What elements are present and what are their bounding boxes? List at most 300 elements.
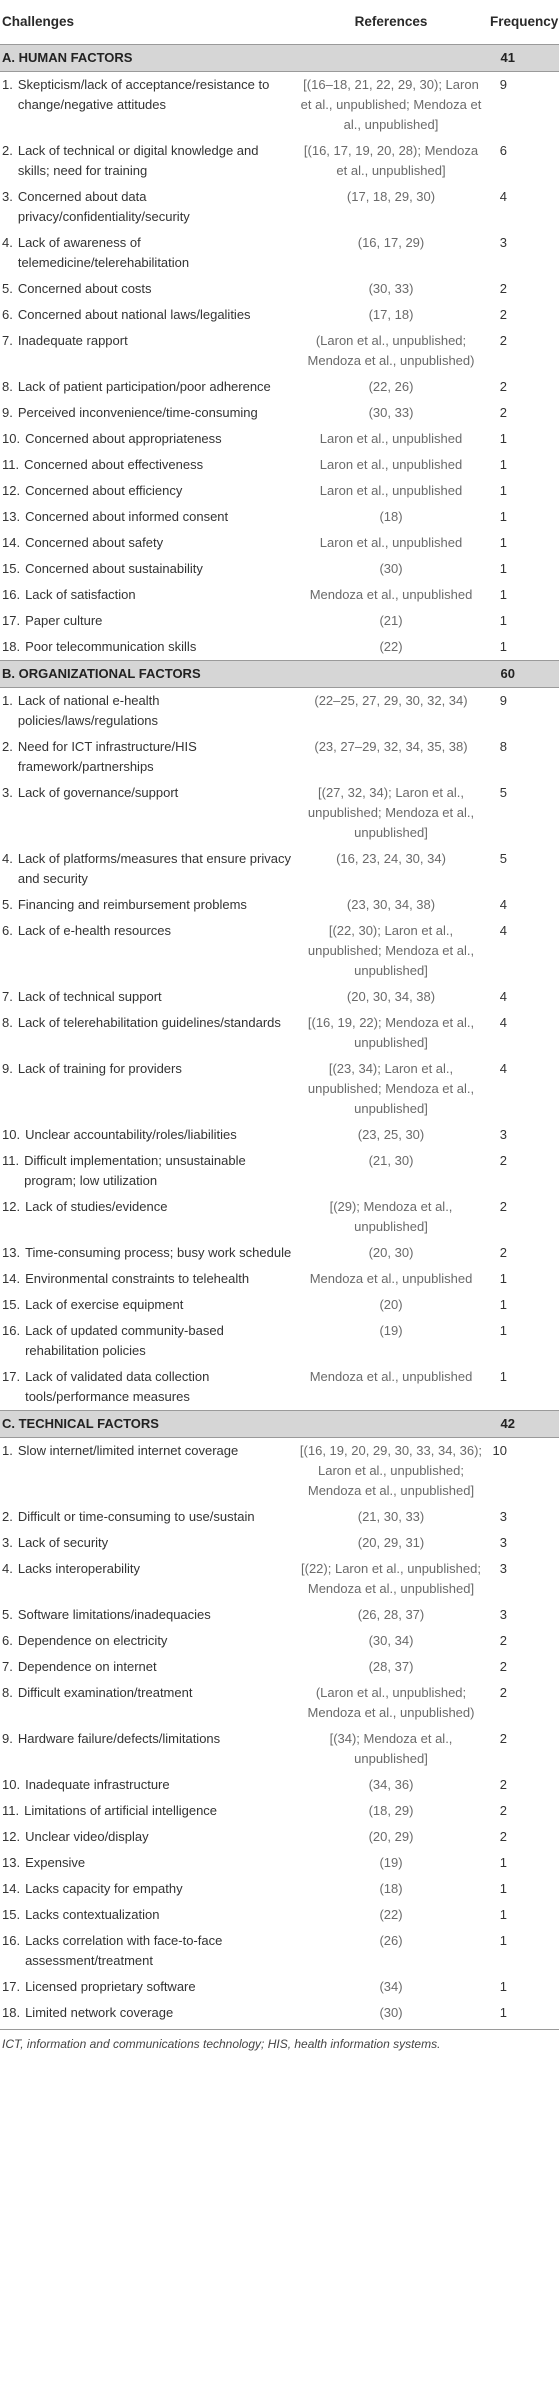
- challenge-wrap: [2, 533, 292, 553]
- challenge-wrap: [2, 1657, 292, 1677]
- challenge-cell: [0, 1726, 296, 1772]
- challenge-cell: [0, 426, 296, 452]
- header-references: References: [296, 0, 488, 45]
- frequency-cell: 4: [499, 923, 507, 938]
- challenge-wrap: [2, 1367, 292, 1407]
- table-row: [0, 1876, 559, 1902]
- item-number: 2.: [2, 739, 13, 754]
- reference-cell: (16, 23, 24, 30, 34): [336, 851, 446, 866]
- challenge-text: Concerned about national laws/legalities: [17, 307, 251, 322]
- challenge-text: Unclear accountability/roles/liabilities: [25, 1127, 237, 1142]
- item-number: 9.: [2, 1061, 13, 1076]
- challenge-text: Dependence on internet: [17, 1659, 157, 1674]
- table-row: [0, 138, 559, 184]
- challenge-wrap: [2, 1879, 292, 1899]
- reference-cell: (26, 28, 37): [357, 1607, 425, 1622]
- challenge-cell: [0, 1850, 296, 1876]
- challenge-wrap: [2, 1533, 292, 1553]
- challenge-text: Expensive: [25, 1855, 86, 1870]
- challenge-text: Concerned about safety: [25, 535, 164, 550]
- item-number: 8.: [2, 1685, 13, 1700]
- challenge-wrap: [2, 1559, 292, 1579]
- challenge-cell: [0, 688, 296, 735]
- frequency-cell: 2: [499, 1829, 507, 1844]
- frequency-cell: 1: [499, 483, 507, 498]
- reference-cell: (16, 17, 29): [357, 235, 425, 250]
- challenge-wrap: [2, 331, 292, 351]
- frequency-cell: 4: [499, 1015, 507, 1030]
- reference-cell: (23, 25, 30): [357, 1127, 425, 1142]
- challenge-cell: [0, 1628, 296, 1654]
- challenge-wrap: [2, 1605, 292, 1625]
- item-number: 5.: [2, 1607, 13, 1622]
- challenge-cell: [0, 918, 296, 984]
- item-number: 12.: [2, 483, 21, 498]
- item-number: 10.: [2, 1127, 21, 1142]
- challenge-text: Inadequate infrastructure: [25, 1777, 170, 1792]
- challenge-cell: [0, 138, 296, 184]
- reference-cell: (30): [296, 2000, 488, 2030]
- reference-cell: [(16, 19, 20, 29, 30, 33, 34, 36); Laron et al., unpublished; Mendoza et al., unpublished]: [299, 1443, 483, 1498]
- reference-cell: Mendoza et al., unpublished: [309, 1271, 473, 1286]
- challenge-wrap: [2, 987, 292, 1007]
- table-row: [0, 1602, 559, 1628]
- challenge-text: Lack of technical or digital knowledge and skills; need for training: [17, 143, 259, 178]
- challenge-text: Lacks capacity for empathy: [25, 1881, 183, 1896]
- item-number: 11.: [2, 1803, 20, 1818]
- item-number: 3.: [2, 1535, 13, 1550]
- frequency-cell: 1: [499, 1369, 507, 1384]
- frequency-cell: 1: [499, 535, 507, 550]
- table-row: [0, 1194, 559, 1240]
- challenge-text: Financing and reimbursement problems: [17, 897, 247, 912]
- challenge-cell: [0, 1556, 296, 1602]
- frequency-cell: 1: [499, 1907, 507, 1922]
- table-footnote: ICT, information and communications technology; HIS, health information systems.: [2, 2037, 441, 2051]
- challenge-cell: [0, 1772, 296, 1798]
- challenge-text: Software limitations/inadequacies: [17, 1607, 211, 1622]
- challenge-wrap: [2, 1827, 292, 1847]
- challenge-cell: [0, 1148, 296, 1194]
- reference-cell: (18): [379, 1881, 403, 1896]
- table-row: [0, 426, 559, 452]
- table-row: [0, 1010, 559, 1056]
- item-number: 1.: [2, 1443, 13, 1458]
- reference-cell: [(22); Laron et al., unpublished; Mendoza et al., unpublished]: [301, 1561, 481, 1596]
- item-number: 7.: [2, 1659, 13, 1674]
- table-row: [0, 1556, 559, 1602]
- challenge-text: Poor telecommunication skills: [25, 639, 197, 654]
- reference-cell: [(23, 34); Laron et al., unpublished; Mendoza et al., unpublished]: [307, 1061, 475, 1116]
- challenge-wrap: [2, 1125, 292, 1145]
- reference-cell: [(27, 32, 34); Laron et al., unpublished; Mendoza et al., unpublished]: [307, 785, 475, 840]
- item-number: 8.: [2, 379, 13, 394]
- challenge-cell: [0, 1194, 296, 1240]
- frequency-cell: 2: [499, 333, 507, 348]
- challenge-text: Limited network coverage: [25, 2005, 174, 2020]
- item-number: 16.: [2, 587, 21, 602]
- challenge-cell: [0, 1056, 296, 1122]
- challenge-cell: [0, 504, 296, 530]
- challenge-wrap: [2, 1775, 292, 1795]
- reference-cell: Laron et al., unpublished: [319, 431, 463, 446]
- table-row: [0, 1056, 559, 1122]
- challenge-text: Lack of national e-health policies/laws/regulations: [17, 693, 160, 728]
- section-row: [0, 45, 559, 72]
- frequency-cell: 2: [499, 405, 507, 420]
- frequency-cell: 2: [499, 1153, 507, 1168]
- challenge-text: Lack of awareness of telemedicine/telerehabilitation: [17, 235, 190, 270]
- table-row: [0, 1824, 559, 1850]
- frequency-cell: 1: [499, 639, 507, 654]
- challenge-wrap: [2, 429, 292, 449]
- challenge-wrap: [2, 849, 292, 889]
- section-title: A. HUMAN FACTORS: [0, 45, 488, 72]
- challenge-cell: [0, 1602, 296, 1628]
- challenge-wrap: [2, 1801, 292, 1821]
- challenge-cell: [0, 1824, 296, 1850]
- table-row: [0, 1772, 559, 1798]
- challenge-wrap: [2, 75, 292, 115]
- challenge-text: Licensed proprietary software: [25, 1979, 196, 1994]
- frequency-cell: 2: [499, 1731, 507, 1746]
- reference-cell: (23, 27–29, 32, 34, 35, 38): [314, 739, 468, 754]
- challenge-wrap: [2, 1269, 292, 1289]
- item-number: 3.: [2, 785, 13, 800]
- table-row: [0, 1292, 559, 1318]
- table-row: [0, 1504, 559, 1530]
- frequency-cell: 2: [499, 1245, 507, 1260]
- challenge-wrap: [2, 611, 292, 631]
- table-row: [0, 892, 559, 918]
- table-row: [0, 688, 559, 735]
- challenge-cell: [0, 1504, 296, 1530]
- challenge-wrap: [2, 1013, 292, 1033]
- frequency-cell: 2: [499, 1803, 507, 1818]
- challenge-text: Lack of governance/support: [17, 785, 179, 800]
- table-body: [0, 45, 559, 2030]
- reference-cell: Mendoza et al., unpublished: [309, 587, 473, 602]
- challenge-wrap: [2, 1441, 292, 1461]
- challenge-wrap: [2, 737, 292, 777]
- reference-cell: (19): [379, 1323, 403, 1338]
- frequency-cell: 1: [499, 1323, 507, 1338]
- frequency-cell: 2: [499, 281, 507, 296]
- table-row: [0, 1628, 559, 1654]
- item-number: 11.: [2, 457, 20, 472]
- challenge-cell: [0, 230, 296, 276]
- challenge-cell: [0, 302, 296, 328]
- challenge-wrap: [2, 1243, 292, 1263]
- challenge-cell: [0, 276, 296, 302]
- challenge-wrap: [2, 783, 292, 803]
- reference-cell: Mendoza et al., unpublished: [309, 1369, 473, 1384]
- item-number: 2.: [2, 143, 13, 158]
- challenge-cell: [0, 734, 296, 780]
- challenge-text: Lack of telerehabilitation guidelines/standards: [17, 1015, 281, 1030]
- reference-cell: (21, 30, 33): [357, 1509, 425, 1524]
- item-number: 17.: [2, 613, 21, 628]
- challenge-text: Lack of training for providers: [17, 1061, 182, 1076]
- item-number: 1.: [2, 693, 13, 708]
- challenge-text: Lack of validated data collection tools/performance measures: [25, 1369, 210, 1404]
- reference-cell: (20): [379, 1297, 403, 1312]
- challenge-text: Time-consuming process; busy work schedule: [25, 1245, 292, 1260]
- challenge-cell: [0, 780, 296, 846]
- table-row: [0, 374, 559, 400]
- table-row: [0, 1726, 559, 1772]
- table-row: [0, 918, 559, 984]
- table-row: [0, 1122, 559, 1148]
- frequency-cell: 3: [499, 235, 507, 250]
- challenge-text: Difficult implementation; unsustainable program; low utilization: [24, 1153, 246, 1188]
- challenge-wrap: [2, 1905, 292, 1925]
- reference-cell: (30, 33): [368, 405, 414, 420]
- challenge-text: Concerned about informed consent: [25, 509, 229, 524]
- reference-cell: (20, 29, 31): [357, 1535, 425, 1550]
- item-number: 13.: [2, 1245, 21, 1260]
- reference-cell: (34): [379, 1979, 403, 1994]
- item-number: 18.: [2, 2005, 21, 2020]
- reference-cell: (28, 37): [368, 1659, 414, 1674]
- reference-cell: (21, 30): [368, 1153, 414, 1168]
- reference-cell: [(22, 30); Laron et al., unpublished; Mendoza et al., unpublished]: [307, 923, 475, 978]
- challenge-cell: [0, 1974, 296, 2000]
- reference-cell: (30): [379, 561, 403, 576]
- table-row: [0, 302, 559, 328]
- table-row: [0, 1240, 559, 1266]
- frequency-cell: 1: [499, 1979, 507, 1994]
- table-row: [0, 1850, 559, 1876]
- challenge-wrap: [2, 1931, 292, 1971]
- frequency-cell: 3: [499, 1127, 507, 1142]
- challenge-text: Concerned about effectiveness: [24, 457, 204, 472]
- challenge-cell: [0, 556, 296, 582]
- reference-cell: [(29); Mendoza et al., unpublished]: [329, 1199, 453, 1234]
- challenge-text: Difficult examination/treatment: [17, 1685, 193, 1700]
- challenge-wrap: [2, 1197, 292, 1217]
- table-row: [0, 276, 559, 302]
- item-number: 4.: [2, 851, 13, 866]
- table-row: [0, 230, 559, 276]
- challenge-cell: [0, 582, 296, 608]
- item-number: 10.: [2, 431, 21, 446]
- item-number: 4.: [2, 235, 13, 250]
- frequency-cell: 1: [499, 561, 507, 576]
- reference-cell: Laron et al., unpublished: [319, 535, 463, 550]
- challenge-wrap: [2, 895, 292, 915]
- challenge-text: Lack of updated community-based rehabilitation policies: [25, 1323, 224, 1358]
- challenge-wrap: [2, 691, 292, 731]
- frequency-cell: 3: [499, 1607, 507, 1622]
- challenge-text: Concerned about efficiency: [25, 483, 183, 498]
- challenge-wrap: [2, 559, 292, 579]
- item-number: 12.: [2, 1199, 21, 1214]
- item-number: 18.: [2, 639, 21, 654]
- frequency-cell: 4: [499, 1061, 507, 1076]
- challenge-wrap: [2, 481, 292, 501]
- item-number: 14.: [2, 1271, 21, 1286]
- reference-cell: [(16, 17, 19, 20, 28); Mendoza et al., unpublished]: [303, 143, 479, 178]
- item-number: 5.: [2, 897, 13, 912]
- challenge-wrap: [2, 187, 292, 227]
- challenge-cell: [0, 892, 296, 918]
- item-number: 16.: [2, 1323, 21, 1338]
- table-row: [0, 2000, 559, 2030]
- section-total: 60: [488, 661, 559, 688]
- challenge-cell: [0, 2000, 296, 2030]
- challenge-text: Lack of platforms/measures that ensure privacy and security: [17, 851, 291, 886]
- challenge-text: Concerned about costs: [17, 281, 152, 296]
- reference-cell: (22): [379, 639, 403, 654]
- section-total: 42: [488, 1411, 559, 1438]
- frequency-cell: 2: [499, 379, 507, 394]
- challenge-cell: [0, 1122, 296, 1148]
- item-number: 15.: [2, 1907, 21, 1922]
- challenge-cell: [0, 634, 296, 661]
- challenge-cell: [0, 1876, 296, 1902]
- frequency-cell: 1: [499, 1297, 507, 1312]
- table-row: [0, 1680, 559, 1726]
- challenge-wrap: [2, 1321, 292, 1361]
- challenge-cell: [0, 1318, 296, 1364]
- table-row: [0, 1530, 559, 1556]
- table-row: [0, 1902, 559, 1928]
- table-row: [0, 1974, 559, 2000]
- challenge-text: Concerned about sustainability: [25, 561, 203, 576]
- table-row: [0, 478, 559, 504]
- item-number: 14.: [2, 1881, 21, 1896]
- frequency-cell: 1: [499, 613, 507, 628]
- challenge-wrap: [2, 1729, 292, 1749]
- challenge-cell: [0, 374, 296, 400]
- section-total: 41: [488, 45, 559, 72]
- challenge-cell: [0, 608, 296, 634]
- item-number: 6.: [2, 1633, 13, 1648]
- challenge-text: Lacks contextualization: [25, 1907, 160, 1922]
- item-number: 13.: [2, 509, 21, 524]
- frequency-cell: 1: [499, 509, 507, 524]
- table-row: [0, 72, 559, 139]
- challenge-wrap: [2, 233, 292, 273]
- table-row: [0, 530, 559, 556]
- item-number: 9.: [2, 1731, 13, 1746]
- reference-cell: (30, 33): [368, 281, 414, 296]
- challenge-cell: [0, 400, 296, 426]
- frequency-cell: 1: [499, 457, 507, 472]
- item-number: 7.: [2, 333, 13, 348]
- item-number: 11.: [2, 1153, 20, 1168]
- table-row: [0, 504, 559, 530]
- challenge-wrap: [2, 637, 292, 657]
- challenge-wrap: [2, 377, 292, 397]
- challenge-text: Dependence on electricity: [17, 1633, 168, 1648]
- table-row: [0, 582, 559, 608]
- frequency-cell: 1: [499, 1933, 507, 1948]
- frequency-cell: 1: [499, 1271, 507, 1286]
- reference-cell: (20, 29): [368, 1829, 414, 1844]
- challenge-text: Lack of exercise equipment: [25, 1297, 184, 1312]
- challenge-cell: [0, 1902, 296, 1928]
- frequency-cell: 9: [499, 693, 507, 708]
- reference-cell: Laron et al., unpublished: [319, 483, 463, 498]
- challenge-wrap: [2, 1683, 292, 1703]
- reference-cell: (22, 26): [368, 379, 414, 394]
- challenge-cell: [0, 184, 296, 230]
- table-row: [0, 452, 559, 478]
- challenge-text: Lack of security: [17, 1535, 109, 1550]
- item-number: 17.: [2, 1979, 21, 1994]
- item-number: 15.: [2, 1297, 21, 1312]
- reference-cell: (26): [379, 1933, 403, 1948]
- frequency-cell: 10: [492, 1443, 507, 1458]
- item-number: 12.: [2, 1829, 21, 1844]
- challenge-text: Inadequate rapport: [17, 333, 128, 348]
- challenge-text: Lack of technical support: [17, 989, 162, 1004]
- item-number: 9.: [2, 405, 13, 420]
- item-number: 2.: [2, 1509, 13, 1524]
- table-row: [0, 780, 559, 846]
- item-number: 16.: [2, 1933, 21, 1948]
- item-number: 7.: [2, 989, 13, 1004]
- table-row: [0, 1266, 559, 1292]
- challenge-cell: [0, 846, 296, 892]
- frequency-cell: 2: [499, 1199, 507, 1214]
- reference-cell: (Laron et al., unpublished; Mendoza et al., unpublished): [307, 1685, 475, 1720]
- table-row: [0, 1318, 559, 1364]
- table-row: [0, 556, 559, 582]
- challenge-wrap: [2, 279, 292, 299]
- table-row: [0, 1438, 559, 1505]
- challenge-cell: [0, 1680, 296, 1726]
- challenge-cell: [0, 1010, 296, 1056]
- item-number: 3.: [2, 189, 13, 204]
- table-row: [0, 984, 559, 1010]
- reference-cell: (34, 36): [368, 1777, 414, 1792]
- challenge-wrap: [2, 141, 292, 181]
- table-header: [0, 0, 559, 45]
- challenge-wrap: [2, 1507, 292, 1527]
- challenge-cell: [0, 72, 296, 139]
- frequency-cell: 3: [499, 1535, 507, 1550]
- challenge-text: Environmental constraints to telehealth: [25, 1271, 250, 1286]
- challenge-cell: [0, 1798, 296, 1824]
- table-row: [0, 734, 559, 780]
- section-row: [0, 1411, 559, 1438]
- challenge-wrap: [2, 1631, 292, 1651]
- challenge-wrap: [2, 305, 292, 325]
- challenge-cell: [0, 1438, 296, 1505]
- reference-cell: [(34); Mendoza et al., unpublished]: [329, 1731, 453, 1766]
- item-number: 14.: [2, 535, 21, 550]
- challenge-text: Concerned about appropriateness: [25, 431, 222, 446]
- header-frequency: Frequency: [488, 0, 559, 45]
- reference-cell: (17, 18): [368, 307, 414, 322]
- challenge-text: Concerned about data privacy/confidentiality/security: [17, 189, 190, 224]
- challenge-text: Lacks interoperability: [17, 1561, 140, 1576]
- challenge-cell: [0, 478, 296, 504]
- challenge-wrap: [2, 921, 292, 941]
- table-row: [0, 1148, 559, 1194]
- item-number: 10.: [2, 1777, 21, 1792]
- frequency-cell: 1: [499, 1855, 507, 1870]
- section-title: C. TECHNICAL FACTORS: [0, 1411, 488, 1438]
- frequency-cell: 2: [499, 307, 507, 322]
- challenge-wrap: [2, 1853, 292, 1873]
- challenge-text: Lack of e-health resources: [17, 923, 172, 938]
- reference-cell: (21): [379, 613, 403, 628]
- reference-cell: (19): [379, 1855, 403, 1870]
